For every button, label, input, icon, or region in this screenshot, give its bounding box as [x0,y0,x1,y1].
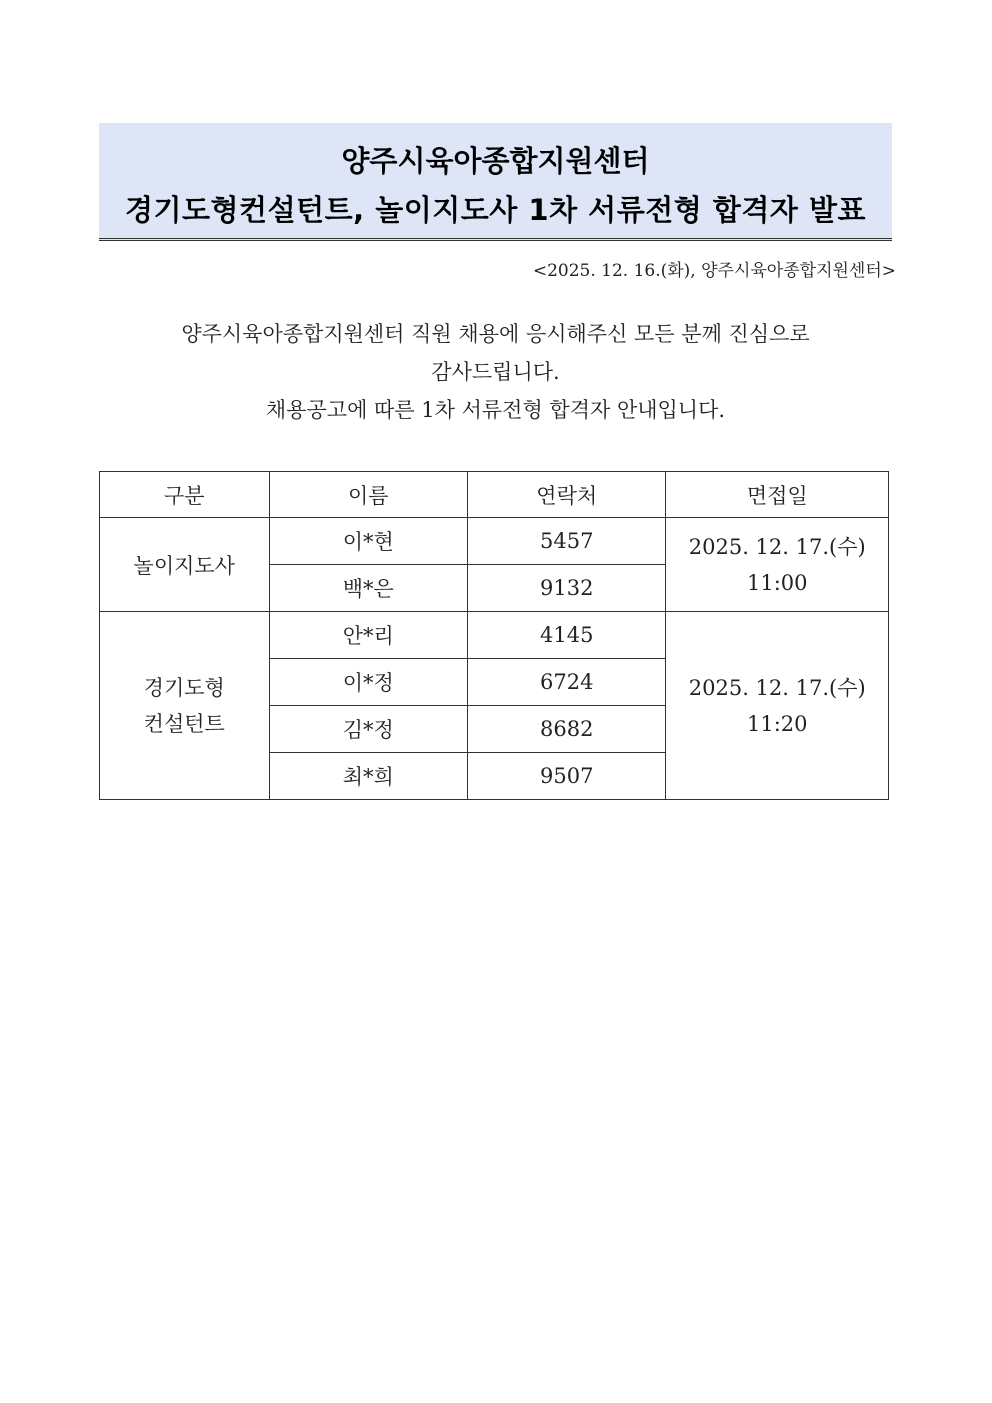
category-label: 컨설턴트 [143,711,225,736]
contact-cell: 5457 [467,518,666,565]
title-box [99,123,892,241]
table-row [100,612,889,659]
results-table [99,471,889,800]
name-cell: 이*현 [269,518,467,565]
contact-cell: 9507 [467,753,666,800]
category-label: 경기도형 [143,675,225,700]
name-cell: 최*희 [269,753,467,800]
name-cell: 김*정 [269,706,467,753]
header-contact: 연락처 [467,472,666,518]
interview-time: 11:00 [746,570,808,595]
interview-cell [666,518,889,612]
announcement-date: <2025. 12. 16.(화), 양주시육아종합지원센터> [532,261,896,281]
name-cell: 이*정 [269,659,467,706]
header-interview-date: 면접일 [666,472,889,518]
contact-cell: 4145 [467,612,666,659]
table-row [100,518,889,565]
interview-date: 2025. 12. 17.(수) [688,675,866,700]
contact-cell: 8682 [467,706,666,753]
interview-date: 2025. 12. 17.(수) [688,534,866,559]
contact-cell: 9132 [467,565,666,612]
page-title-org: 양주시육아종합지원센터 [341,144,650,178]
category-label: 놀이지도사 [133,553,235,578]
category-cell [100,612,270,800]
interview-time: 11:20 [746,711,808,736]
header-name: 이름 [269,472,467,518]
message-line-1: 양주시육아종합지원센터 직원 채용에 응시해주신 모든 분께 진심으로 [181,322,810,346]
table-header-row [100,472,889,518]
contact-cell: 6724 [467,659,666,706]
message-line-3: 채용공고에 따른 1차 서류전형 합격자 안내입니다. [265,398,726,422]
page-title-announcement: 경기도형컨설턴트, 놀이지도사 1차 서류전형 합격자 발표 [125,193,866,227]
interview-cell [666,612,889,800]
message-line-2: 감사드립니다. [431,360,560,384]
name-cell: 안*리 [269,612,467,659]
category-cell [100,518,270,612]
name-cell: 백*은 [269,565,467,612]
header-category: 구분 [100,472,270,518]
